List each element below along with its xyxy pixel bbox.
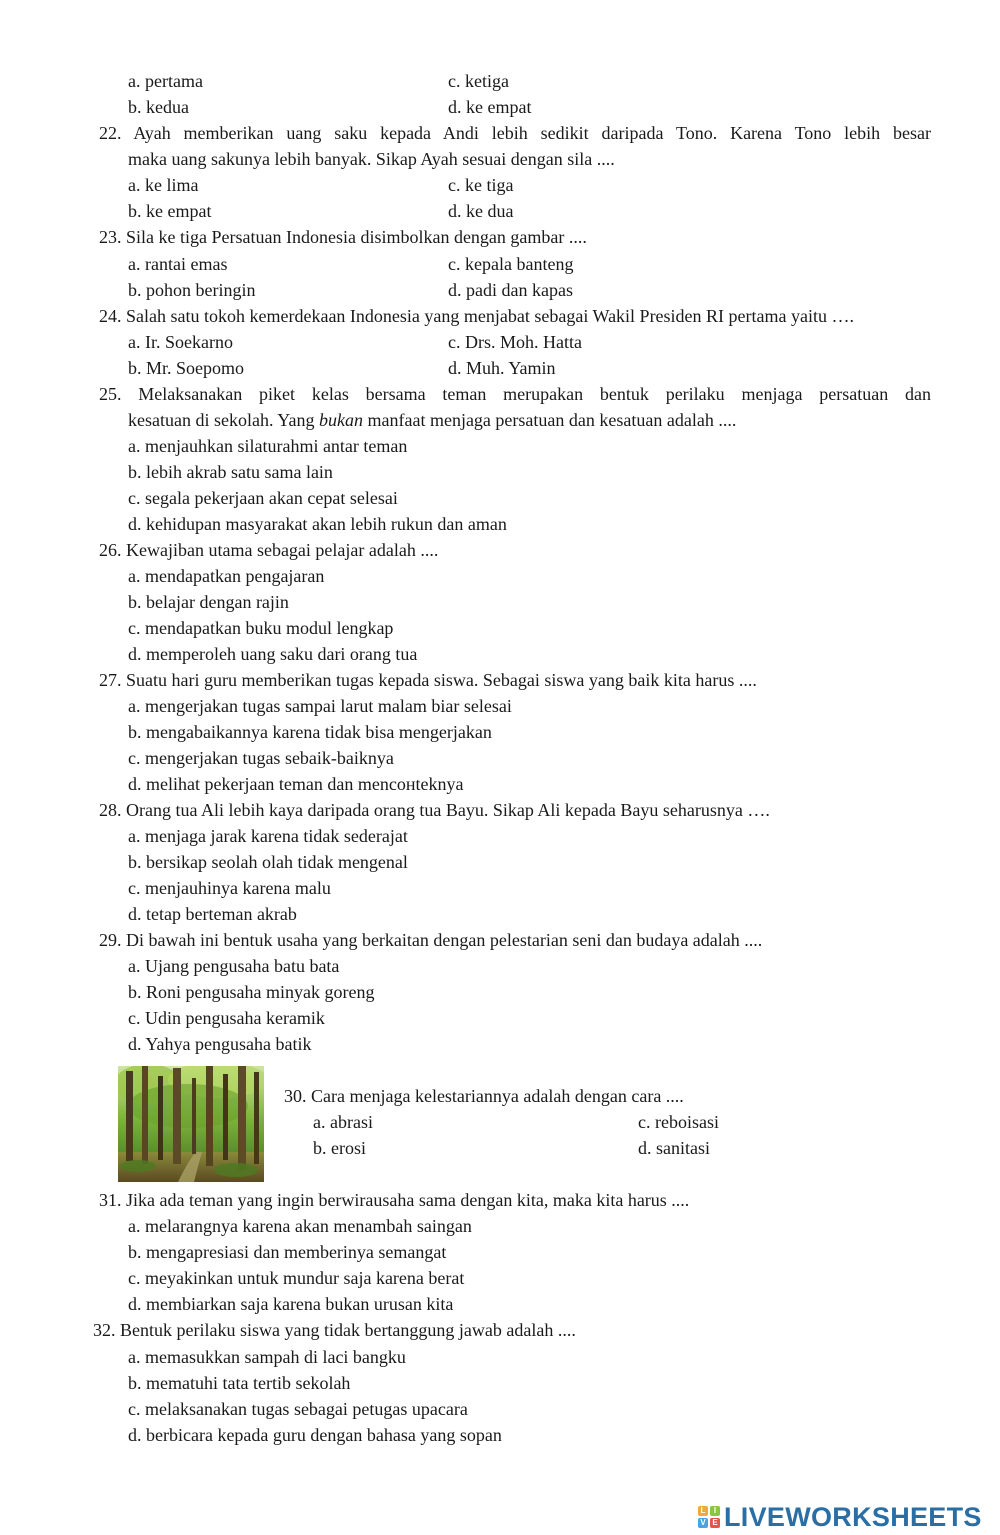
q21-option-b[interactable]: b. kedua <box>128 97 189 117</box>
q23-option-c[interactable]: c. kepala banteng <box>448 254 574 274</box>
q29-option-c[interactable]: c. Udin pengusaha keramik <box>128 1008 325 1028</box>
q24-option-b[interactable]: b. Mr. Soepomo <box>128 358 245 378</box>
q30-option-c[interactable]: c. reboisasi <box>638 1112 719 1132</box>
q21-option-c[interactable]: c. ketiga <box>448 71 509 91</box>
q30-option-a[interactable]: a. abrasi <box>313 1112 373 1132</box>
logo-letter-i: I <box>710 1506 720 1516</box>
q24-question: 24. Salah satu tokoh kemerdekaan Indonesia yang menjabat sebagai Wakil Presiden RI pertama yaitu …. <box>99 306 854 326</box>
q30-option-b[interactable]: b. erosi <box>313 1138 366 1158</box>
q26-option-c[interactable]: c. mendapatkan buku modul lengkap <box>128 618 394 638</box>
logo-letter-v: V <box>698 1518 708 1528</box>
q26-question: 26. Kewajiban utama sebagai pelajar adalah .... <box>99 540 439 560</box>
q27-question: 27. Suatu hari guru memberikan tugas kepada siswa. Sebagai siswa yang baik kita harus .... <box>99 670 757 690</box>
q29-option-b[interactable]: b. Roni pengusaha minyak goreng <box>128 982 375 1002</box>
q26-option-b[interactable]: b. belajar dengan rajin <box>128 592 289 612</box>
q28-question: 28. Orang tua Ali lebih kaya daripada orang tua Bayu. Sikap Ali kepada Bayu seharusnya …. <box>99 800 770 820</box>
q22-option-b[interactable]: b. ke empat <box>128 201 212 221</box>
q32-option-c[interactable]: c. melaksanakan tugas sebagai petugas upacara <box>128 1399 468 1419</box>
q25-option-d[interactable]: d. kehidupan masyarakat akan lebih rukun dan aman <box>128 514 507 534</box>
q30-question: 30. Cara menjaga kelestariannya adalah dengan cara .... <box>284 1086 684 1106</box>
q23-question: 23. Sila ke tiga Persatuan Indonesia disimbolkan dengan gambar .... <box>99 227 587 247</box>
q22-question: 22. Ayah memberikan uang saku kepada Andi lebih sedikit daripada Tono. Karena Tono lebih besar <box>99 123 931 143</box>
q25-option-b[interactable]: b. lebih akrab satu sama lain <box>128 462 333 482</box>
q31-option-a[interactable]: a. melarangnya karena akan menambah saingan <box>128 1216 472 1236</box>
q25-text-post: manfaat menjaga persatuan dan kesatuan adalah .... <box>362 410 737 430</box>
q22-option-c[interactable]: c. ke tiga <box>448 175 514 195</box>
q23-option-d[interactable]: d. padi dan kapas <box>448 280 573 300</box>
q29-question: 29. Di bawah ini bentuk usaha yang berkaitan dengan pelestarian seni dan budaya adalah .... <box>99 930 763 950</box>
q24-option-a[interactable]: a. Ir. Soekarno <box>128 332 233 352</box>
q23-option-a[interactable]: a. rantai emas <box>128 254 228 274</box>
q27-option-d[interactable]: d. melihat pekerjaan teman dan mencонteknya <box>128 774 464 794</box>
logo-mark-icon <box>698 1506 720 1528</box>
q22-question-cont: maka uang sakunya lebih banyak. Sikap Ayah sesuai dengan sila .... <box>128 149 615 169</box>
q21-option-a[interactable]: a. pertama <box>128 71 203 91</box>
q21-option-d[interactable]: d. ke empat <box>448 97 532 117</box>
q32-option-a[interactable]: a. memasukkan sampah di laci bangku <box>128 1347 406 1367</box>
q28-option-c[interactable]: c. menjauhinya karena malu <box>128 878 331 898</box>
liveworksheets-logo[interactable] <box>698 1500 982 1534</box>
q25-question: 25. Melaksanakan piket kelas bersama teman merupakan bentuk perilaku menjaga persatuan dan <box>99 384 931 404</box>
q23-option-b[interactable]: b. pohon beringin <box>128 280 256 300</box>
q32-option-b[interactable]: b. mematuhi tata tertib sekolah <box>128 1373 351 1393</box>
q31-option-b[interactable]: b. mengapresiasi dan memberinya semangat <box>128 1242 447 1262</box>
q29-option-a[interactable]: a. Ujang pengusaha batu bata <box>128 956 340 976</box>
q31-option-d[interactable]: d. membiarkan saja karena bukan urusan kita <box>128 1294 454 1314</box>
q27-option-a[interactable]: a. mengerjakan tugas sampai larut malam biar selesai <box>128 696 512 716</box>
q28-option-b[interactable]: b. bersikap seolah olah tidak mengenal <box>128 852 408 872</box>
forest-image <box>118 1066 264 1182</box>
q26-option-a[interactable]: a. mendapatkan pengajaran <box>128 566 325 586</box>
q22-option-a[interactable]: a. ke lima <box>128 175 199 195</box>
brand-name: LIVEWORKSHEETS <box>724 1501 982 1532</box>
q32-question: 32. Bentuk perilaku siswa yang tidak bertanggung jawab adalah .... <box>93 1320 576 1340</box>
q27-option-b[interactable]: b. mengabaikannya karena tidak bisa mengerjakan <box>128 722 492 742</box>
q22-option-d[interactable]: d. ke dua <box>448 201 514 221</box>
q24-option-c[interactable]: c. Drs. Moh. Hatta <box>448 332 582 352</box>
logo-letter-e: E <box>710 1518 720 1528</box>
q31-question: 31. Jika ada teman yang ingin berwirausaha sama dengan kita, maka kita harus .... <box>99 1190 690 1210</box>
q30-option-d[interactable]: d. sanitasi <box>638 1138 710 1158</box>
q25-text-pre: kesatuan di sekolah. Yang <box>128 410 319 430</box>
q26-option-d[interactable]: d. memperoleh uang saku dari orang tua <box>128 644 418 664</box>
q32-option-d[interactable]: d. berbicara kepada guru dengan bahasa yang sopan <box>128 1425 502 1445</box>
q31-option-c[interactable]: c. meyakinkan untuk mundur saja karena berat <box>128 1268 465 1288</box>
q25-text-emphasis: bukan <box>318 410 363 430</box>
logo-letter-l: L <box>698 1506 708 1516</box>
q28-option-d[interactable]: d. tetap berteman akrab <box>128 904 297 924</box>
q25-option-c[interactable]: c. segala pekerjaan akan cepat selesai <box>128 488 398 508</box>
q28-option-a[interactable]: a. menjaga jarak karena tidak sederajat <box>128 826 408 846</box>
q25-question-cont <box>128 409 736 431</box>
q27-option-c[interactable]: c. mengerjakan tugas sebaik-baiknya <box>128 748 394 768</box>
q29-option-d[interactable]: d. Yahya pengusaha batik <box>128 1034 312 1054</box>
q24-option-d[interactable]: d. Muh. Yamin <box>448 358 556 378</box>
q25-option-a[interactable]: a. menjauhkan silaturahmi antar teman <box>128 436 408 456</box>
